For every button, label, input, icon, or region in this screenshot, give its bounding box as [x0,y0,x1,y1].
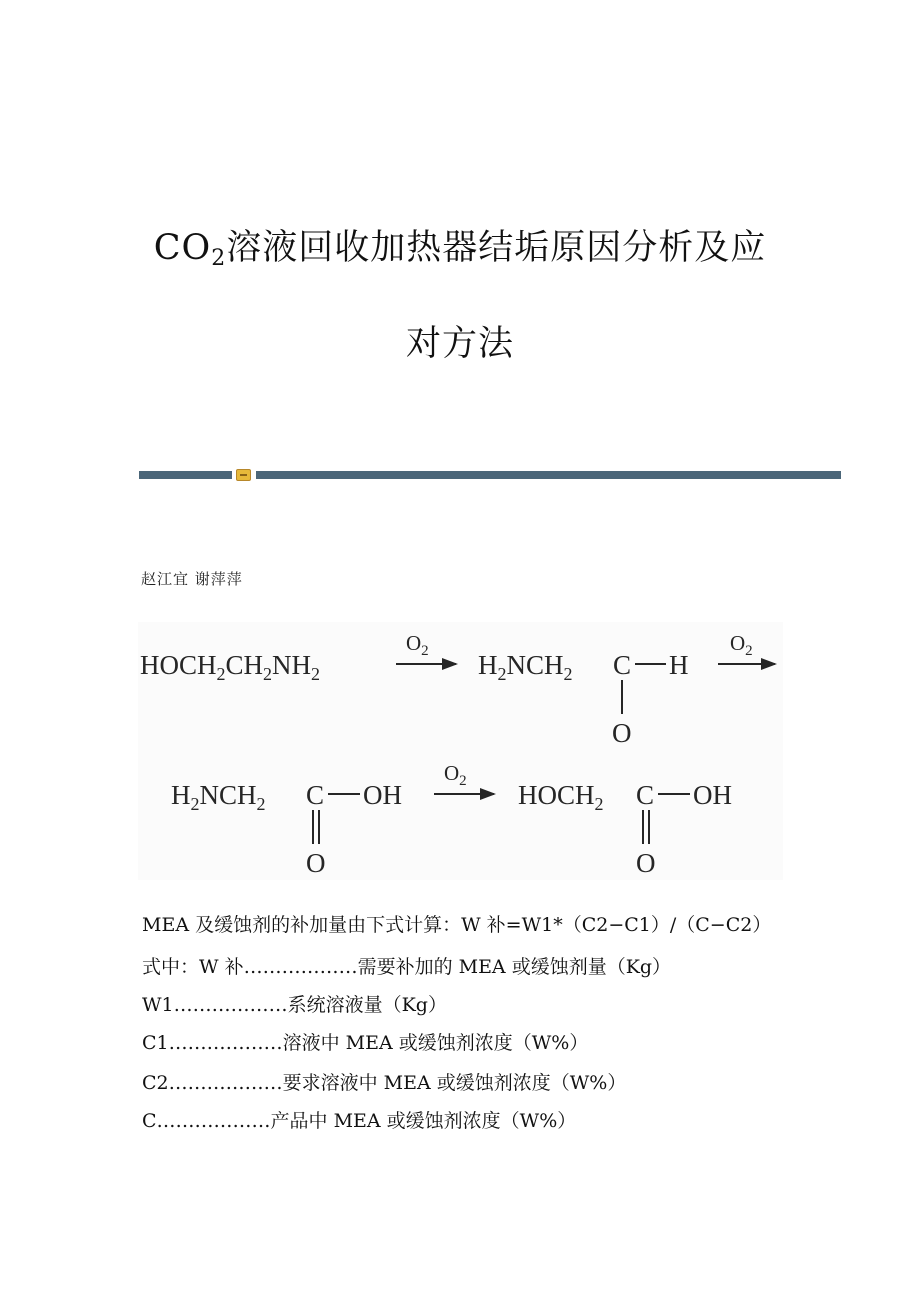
title-rest: 溶液回收加热器结垢原因分析及应 [226,228,767,268]
glycolic-acid-oxygen: O [636,848,656,878]
title-co: CO [153,228,212,268]
oxidant-label-1: $O_2$ [406,631,429,659]
formula-line-4: C1………………溶液中 MEA 或缓蚀剂浓度（W%） [142,1032,589,1054]
mea-formula: $HOCH_2CH_2NH_2$ [140,650,321,684]
formula-line-3: W1………………系统溶液量（Kg） [142,994,447,1016]
document-title-line-1 [0,220,920,271]
oxidant-label-3: $O_2$ [444,761,467,789]
glycolic-acid-carbon: C [636,780,655,810]
authors: 赵江宜 谢萍萍 [141,570,243,588]
formula-line-1: MEA 及缓蚀剂的补加量由下式计算：W 补=W1*（C2−C1）/（C−C2） [142,914,772,936]
glycine-hydroxyl: OH [363,780,402,810]
glycine-carbon: C [306,780,325,810]
envelope-icon [236,469,251,481]
glycolic-acid-formula: $HOCH_2$ [518,780,604,814]
reaction-diagram [138,622,783,880]
formula-line-6: C………………产品中 MEA 或缓蚀剂浓度（W%） [142,1110,577,1132]
formula-line-5: C2………………要求溶液中 MEA 或缓蚀剂浓度（W%） [142,1072,627,1094]
oxidant-label-2: $O_2$ [730,631,753,659]
reaction-scheme [138,622,783,880]
glycinal-carbon: C [613,650,632,680]
glycine-oxygen: O [306,848,326,878]
glycine-formula: $H_2NCH_2$ [171,780,266,814]
title-divider-right [256,471,841,479]
title-divider-left [139,471,232,479]
title-subscript: 2 [211,246,227,271]
glycinal-oxygen: O [612,718,632,748]
glycinal-hydrogen: H [669,650,689,680]
glycolic-acid-hydroxyl: OH [693,780,732,810]
formula-line-2: 式中：W 补………………需要补加的 MEA 或缓蚀剂量（Kg） [142,956,672,978]
document-title-line-2: 对方法 [405,324,514,364]
glycinal-formula: $H_2NCH_2$ [478,650,573,684]
